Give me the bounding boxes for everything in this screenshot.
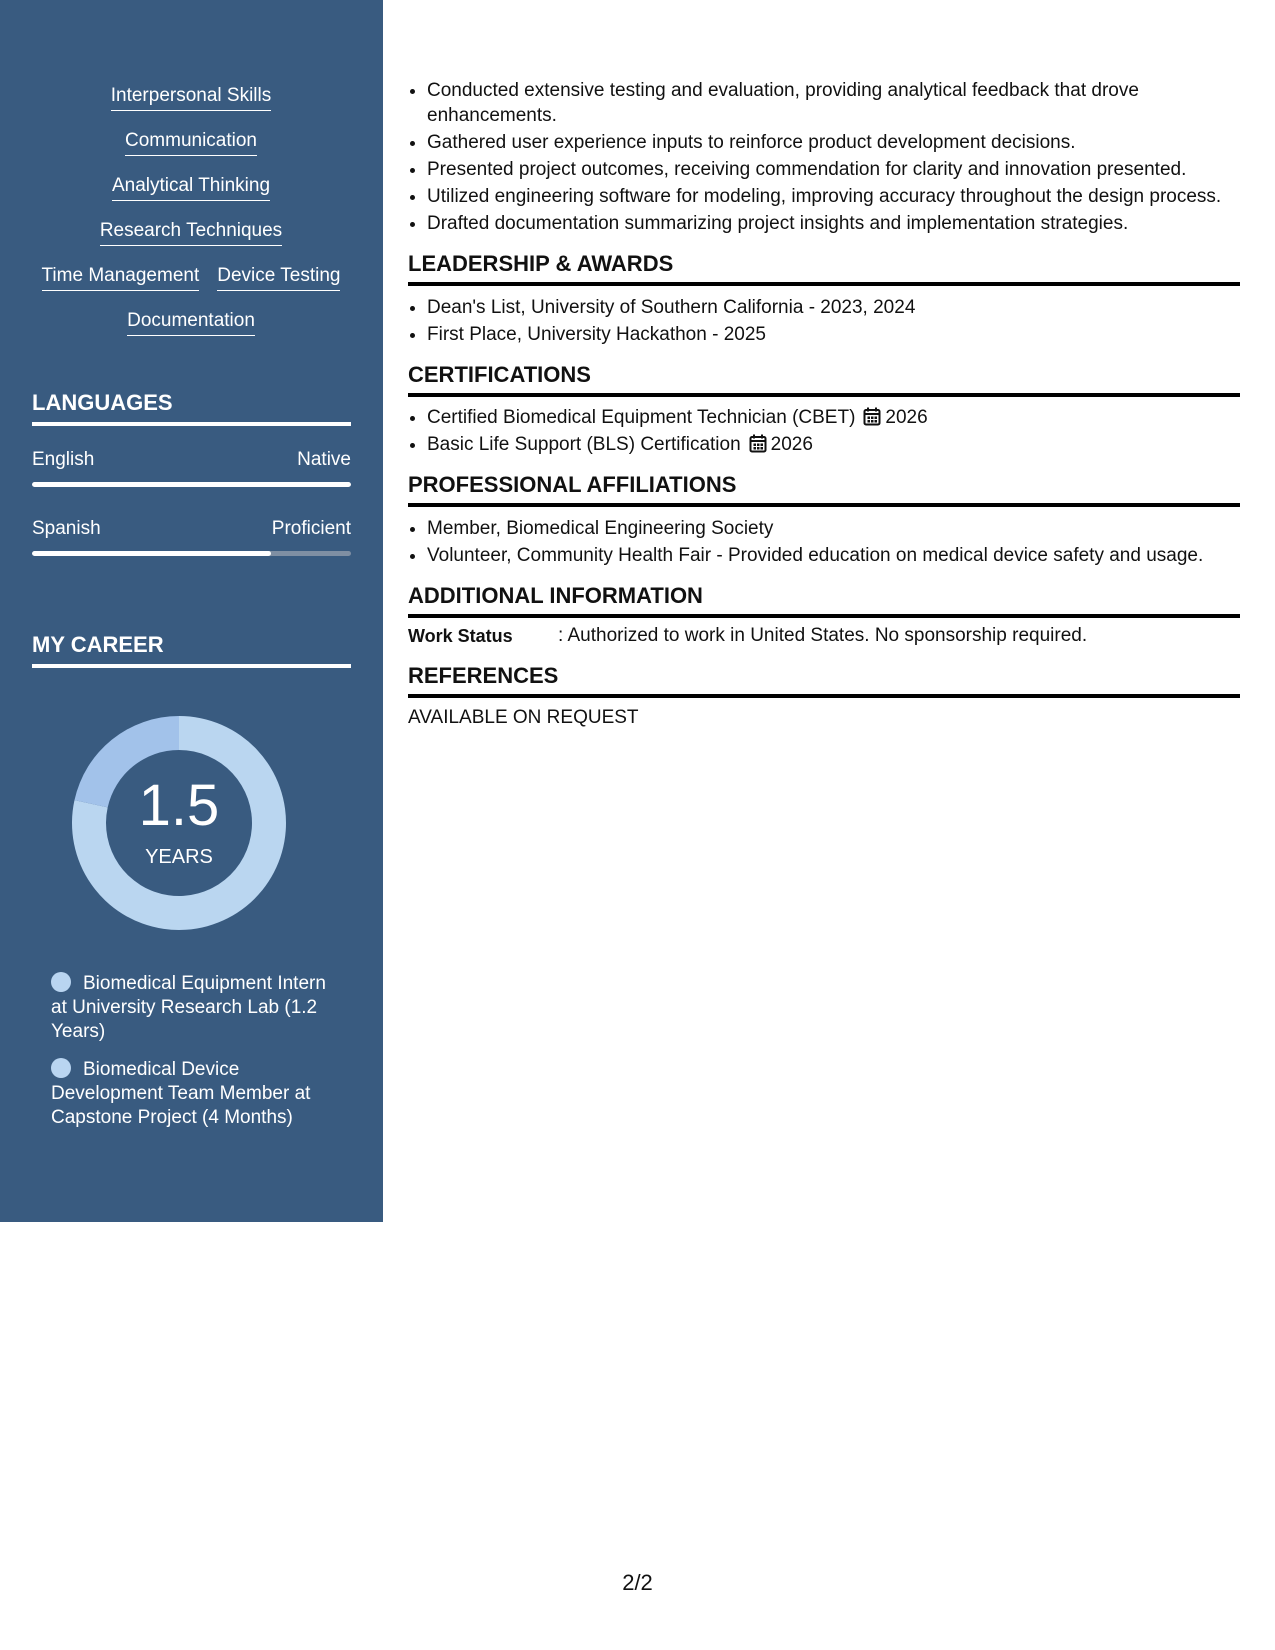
page-number: 2/2 <box>622 1570 653 1595</box>
additional-info-heading: ADDITIONAL INFORMATION <box>408 582 1240 618</box>
list-item: • Volunteer, Community Health Fair - Provided education on medical device safety and usage. <box>427 543 1240 568</box>
skill-tag: Analytical Thinking <box>112 174 270 201</box>
calendar-icon <box>863 407 881 426</box>
language-name: Spanish <box>32 518 101 539</box>
certifications-heading: CERTIFICATIONS <box>408 361 1240 397</box>
language-spanish <box>32 517 351 556</box>
career-total-unit: YEARS <box>145 846 213 868</box>
language-bar <box>32 551 351 556</box>
list-item: • Gathered user experience inputs to reinforce product development decisions. <box>427 130 1240 155</box>
list-item: • Presented project outcomes, receiving commendation for clarity and innovation presented. <box>427 157 1240 182</box>
language-bar-fill <box>32 551 271 556</box>
career-list <box>51 972 336 1144</box>
list-item: • Utilized engineering software for modeling, improving accuracy throughout the design process. <box>427 184 1240 209</box>
career-item <box>51 972 336 1044</box>
experience-bullets <box>408 78 1240 236</box>
list-item <box>427 405 1240 430</box>
work-status-label: Work Status <box>408 626 513 646</box>
list-item: • Member, Biomedical Engineering Society <box>427 516 1240 541</box>
language-name: English <box>32 449 95 470</box>
language-level: Native <box>297 449 351 470</box>
career-donut-chart <box>66 710 292 936</box>
career-item <box>51 1058 336 1130</box>
language-level: Proficient <box>271 518 351 539</box>
references-text: AVAILABLE ON REQUEST <box>408 707 639 728</box>
certification-year: 2026 <box>885 407 928 428</box>
certifications-list <box>408 405 1240 457</box>
work-status-row <box>408 624 1240 648</box>
skill-tag: Interpersonal Skills <box>111 84 272 111</box>
affiliations-list <box>408 516 1240 568</box>
list-item: • First Place, University Hackathon - 2025 <box>427 322 1240 347</box>
list-item: • Dean's List, University of Southern California - 2023, 2024 <box>427 295 1240 320</box>
skill-tag: Communication <box>125 129 257 156</box>
list-item: • Conducted extensive testing and evaluation, providing analytical feedback that drove enhancements. <box>427 78 1240 128</box>
language-bar <box>32 482 351 487</box>
certification-year: 2026 <box>770 434 813 455</box>
leadership-list <box>408 295 1240 347</box>
career-dot-icon <box>51 972 71 992</box>
language-bar-fill <box>32 482 351 487</box>
languages-heading: LANGUAGES <box>32 389 351 426</box>
list-item: • Drafted documentation summarizing project insights and implementation strategies. <box>427 211 1240 236</box>
references-heading: REFERENCES <box>408 662 1240 698</box>
skills-list <box>32 84 350 354</box>
skill-tag: Research Techniques <box>100 219 282 246</box>
affiliations-heading: PROFESSIONAL AFFILIATIONS <box>408 471 1240 507</box>
calendar-icon <box>749 434 767 453</box>
main-content <box>408 78 1240 730</box>
skill-tag: Documentation <box>127 309 255 336</box>
career-item-label: Biomedical Device Development Team Member at Capstone Project (4 Months) <box>51 1059 311 1128</box>
career-heading: MY CAREER <box>32 631 351 668</box>
work-status-value: : Authorized to work in United States. No sponsorship required. <box>558 625 1088 646</box>
career-dot-icon <box>51 1058 71 1078</box>
certification-name: Certified Biomedical Equipment Technician (CBET) <box>427 407 856 428</box>
list-item <box>427 432 1240 457</box>
career-total-value: 1.5 <box>138 773 220 838</box>
certification-name: Basic Life Support (BLS) Certification <box>427 434 741 455</box>
language-english <box>32 448 351 487</box>
sidebar <box>0 0 383 1222</box>
career-item-label: Biomedical Equipment Intern at University Research Lab (1.2 Years) <box>51 973 326 1042</box>
leadership-heading: LEADERSHIP & AWARDS <box>408 250 1240 286</box>
skill-tag: Device Testing <box>217 264 340 291</box>
skill-tag: Time Management <box>42 264 200 291</box>
